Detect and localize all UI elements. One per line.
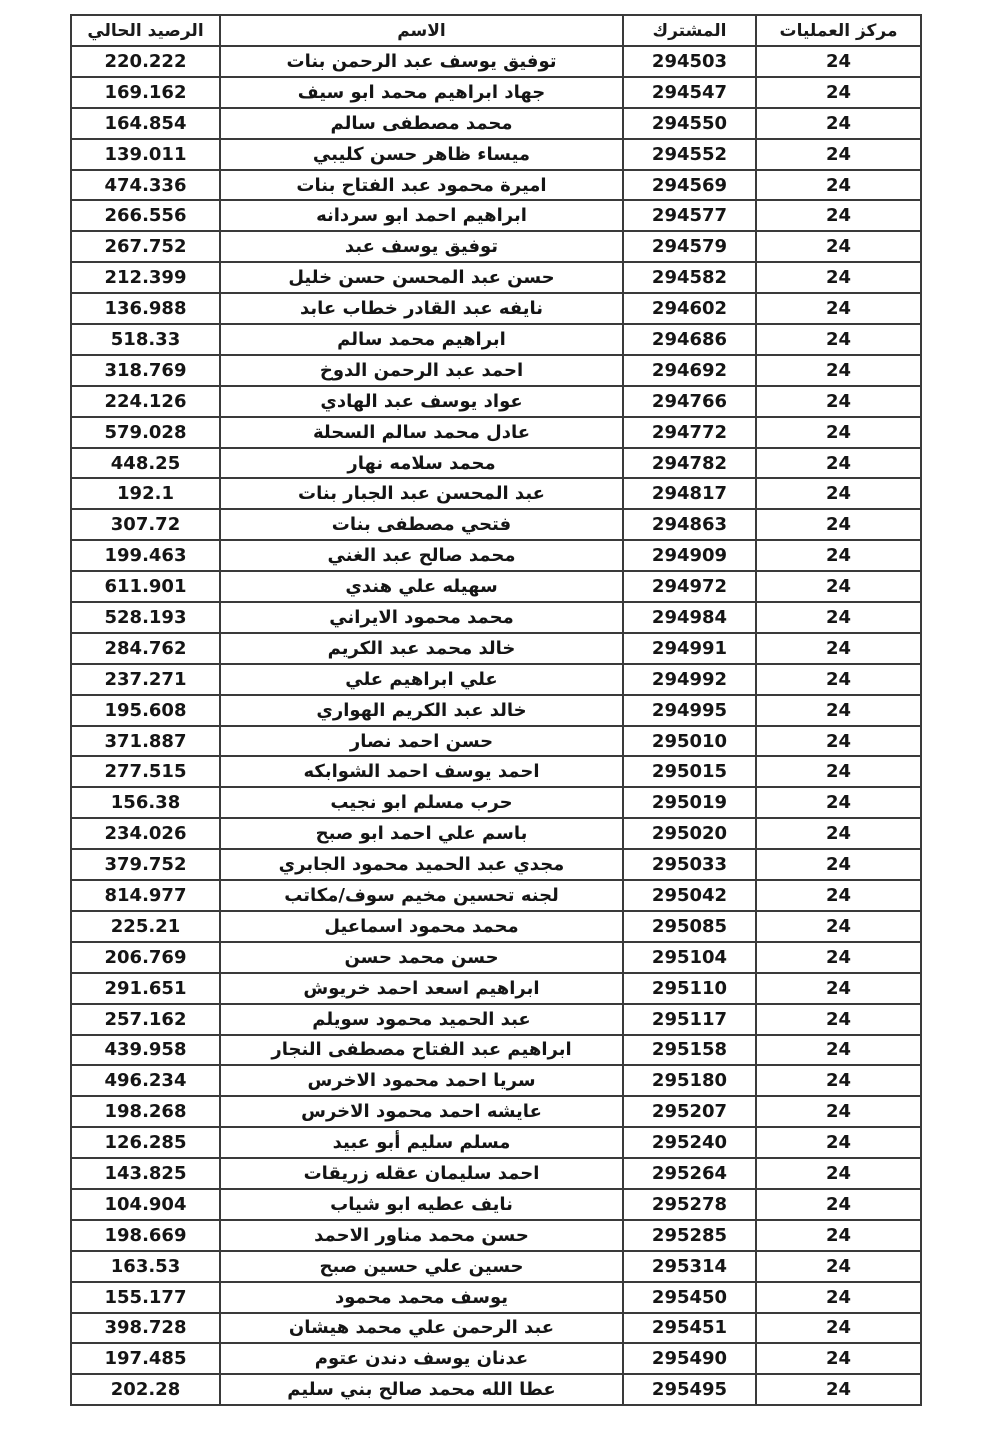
name-cell: ابراهيم احمد ابو سردانه: [220, 200, 623, 231]
balance-cell: 155.177: [71, 1282, 220, 1313]
name-cell: حسن عبد المحسن حسن خليل: [220, 262, 623, 293]
balance-cell: 104.904: [71, 1189, 220, 1220]
table-row: [71, 664, 921, 695]
operations-center-cell: 24: [756, 880, 921, 911]
operations-center-cell: 24: [756, 818, 921, 849]
table-row: [71, 1004, 921, 1035]
table-row: [71, 293, 921, 324]
table-row: [71, 571, 921, 602]
name-cell: خالد محمد عبد الكريم: [220, 633, 623, 664]
table-row: [71, 942, 921, 973]
table-row: [71, 602, 921, 633]
name-cell: عواد يوسف عبد الهادي: [220, 386, 623, 417]
operations-center-cell: 24: [756, 478, 921, 509]
balance-cell: 225.21: [71, 911, 220, 942]
balance-cell: 197.485: [71, 1343, 220, 1374]
subscriber-cell: 295264: [623, 1158, 756, 1189]
balance-cell: 237.271: [71, 664, 220, 695]
subscriber-cell: 294972: [623, 571, 756, 602]
name-cell: مسلم سليم أبو عبيد: [220, 1127, 623, 1158]
subscriber-cell: 294686: [623, 324, 756, 355]
subscriber-cell: 294579: [623, 231, 756, 262]
header-current-balance: الرصيد الحالي: [71, 15, 220, 46]
subscriber-cell: 295033: [623, 849, 756, 880]
balance-cell: 379.752: [71, 849, 220, 880]
operations-center-cell: 24: [756, 262, 921, 293]
operations-center-cell: 24: [756, 1343, 921, 1374]
name-cell: عبد المحسن عبد الجبار بنات: [220, 478, 623, 509]
operations-center-cell: 24: [756, 509, 921, 540]
operations-center-cell: 24: [756, 386, 921, 417]
table-row: [71, 1127, 921, 1158]
table-row: [71, 1251, 921, 1282]
name-cell: ابراهيم اسعد احمد خريوش: [220, 973, 623, 1004]
operations-center-cell: 24: [756, 1220, 921, 1251]
balance-cell: 234.026: [71, 818, 220, 849]
subscriber-cell: 295278: [623, 1189, 756, 1220]
table-row: [71, 108, 921, 139]
name-cell: عبد الرحمن علي محمد هيشان: [220, 1313, 623, 1344]
balance-cell: 192.1: [71, 478, 220, 509]
table-row: [71, 324, 921, 355]
operations-center-cell: 24: [756, 46, 921, 77]
name-cell: حرب مسلم ابو نجيب: [220, 787, 623, 818]
balances-table: [70, 14, 922, 1406]
balance-cell: 371.887: [71, 726, 220, 757]
balance-cell: 518.33: [71, 324, 220, 355]
table-row: [71, 1035, 921, 1066]
operations-center-cell: 24: [756, 1096, 921, 1127]
name-cell: احمد سليمان عقله زريقات: [220, 1158, 623, 1189]
balance-cell: 198.268: [71, 1096, 220, 1127]
operations-center-cell: 24: [756, 200, 921, 231]
operations-center-cell: 24: [756, 1065, 921, 1096]
subscriber-cell: 294503: [623, 46, 756, 77]
name-cell: عطا الله محمد صالح بني سليم: [220, 1374, 623, 1405]
operations-center-cell: 24: [756, 293, 921, 324]
balance-cell: 212.399: [71, 262, 220, 293]
subscriber-cell: 294995: [623, 695, 756, 726]
operations-center-cell: 24: [756, 1282, 921, 1313]
name-cell: علي ابراهيم علي: [220, 664, 623, 695]
subscriber-cell: 295042: [623, 880, 756, 911]
subscriber-cell: 295019: [623, 787, 756, 818]
balance-sheet: [70, 14, 920, 1406]
balance-cell: 126.285: [71, 1127, 220, 1158]
balance-cell: 143.825: [71, 1158, 220, 1189]
table-row: [71, 1374, 921, 1405]
table-row: [71, 818, 921, 849]
balance-cell: 579.028: [71, 417, 220, 448]
table-row: [71, 77, 921, 108]
subscriber-cell: 294550: [623, 108, 756, 139]
balance-cell: 224.126: [71, 386, 220, 417]
subscriber-cell: 295207: [623, 1096, 756, 1127]
table-row: [71, 1065, 921, 1096]
balance-cell: 266.556: [71, 200, 220, 231]
name-cell: حسن محمد حسن: [220, 942, 623, 973]
operations-center-cell: 24: [756, 1374, 921, 1405]
table-row: [71, 695, 921, 726]
balance-cell: 257.162: [71, 1004, 220, 1035]
table-row: [71, 540, 921, 571]
operations-center-cell: 24: [756, 1313, 921, 1344]
header-subscriber: المشترك: [623, 15, 756, 46]
operations-center-cell: 24: [756, 695, 921, 726]
balance-cell: 136.988: [71, 293, 220, 324]
subscriber-cell: 294909: [623, 540, 756, 571]
balance-cell: 156.38: [71, 787, 220, 818]
balance-cell: 284.762: [71, 633, 220, 664]
table-row: [71, 139, 921, 170]
name-cell: باسم علي احمد ابو صبح: [220, 818, 623, 849]
table-row: [71, 417, 921, 448]
operations-center-cell: 24: [756, 911, 921, 942]
table-row: [71, 46, 921, 77]
subscriber-cell: 295450: [623, 1282, 756, 1313]
subscriber-cell: 294772: [623, 417, 756, 448]
balance-cell: 198.669: [71, 1220, 220, 1251]
balance-cell: 318.769: [71, 355, 220, 386]
balance-cell: 139.011: [71, 139, 220, 170]
table-row: [71, 787, 921, 818]
subscriber-cell: 295180: [623, 1065, 756, 1096]
name-cell: عدنان يوسف دندن عتوم: [220, 1343, 623, 1374]
subscriber-cell: 295110: [623, 973, 756, 1004]
balance-cell: 169.162: [71, 77, 220, 108]
operations-center-cell: 24: [756, 1004, 921, 1035]
name-cell: لجنه تحسين مخيم سوف/مكاتب: [220, 880, 623, 911]
table-body: [71, 46, 921, 1405]
balance-cell: 277.515: [71, 756, 220, 787]
name-cell: خالد عبد الكريم الهواري: [220, 695, 623, 726]
name-cell: نايفه عبد القادر خطاب عابد: [220, 293, 623, 324]
table-row: [71, 973, 921, 1004]
subscriber-cell: 294766: [623, 386, 756, 417]
table-row: [71, 756, 921, 787]
balance-cell: 448.25: [71, 448, 220, 479]
subscriber-cell: 294991: [623, 633, 756, 664]
table-row: [71, 262, 921, 293]
name-cell: جهاد ابراهيم محمد ابو سيف: [220, 77, 623, 108]
table-row: [71, 1096, 921, 1127]
balance-cell: 611.901: [71, 571, 220, 602]
subscriber-cell: 295010: [623, 726, 756, 757]
table-row: [71, 911, 921, 942]
subscriber-cell: 294602: [623, 293, 756, 324]
header-row: [71, 15, 921, 46]
operations-center-cell: 24: [756, 1251, 921, 1282]
name-cell: ابراهيم عبد الفتاح مصطفى النجار: [220, 1035, 623, 1066]
balance-cell: 496.234: [71, 1065, 220, 1096]
name-cell: احمد عبد الرحمن الدوخ: [220, 355, 623, 386]
header-operations-center: مركز العمليات: [756, 15, 921, 46]
operations-center-cell: 24: [756, 324, 921, 355]
table-row: [71, 170, 921, 201]
subscriber-cell: 294547: [623, 77, 756, 108]
operations-center-cell: 24: [756, 77, 921, 108]
operations-center-cell: 24: [756, 1158, 921, 1189]
subscriber-cell: 295158: [623, 1035, 756, 1066]
name-cell: توفيق يوسف عبد: [220, 231, 623, 262]
operations-center-cell: 24: [756, 973, 921, 1004]
operations-center-cell: 24: [756, 139, 921, 170]
operations-center-cell: 24: [756, 756, 921, 787]
subscriber-cell: 295240: [623, 1127, 756, 1158]
subscriber-cell: 294984: [623, 602, 756, 633]
operations-center-cell: 24: [756, 540, 921, 571]
name-cell: يوسف محمد محمود: [220, 1282, 623, 1313]
balance-cell: 398.728: [71, 1313, 220, 1344]
table-row: [71, 726, 921, 757]
balance-cell: 291.651: [71, 973, 220, 1004]
subscriber-cell: 294692: [623, 355, 756, 386]
operations-center-cell: 24: [756, 1035, 921, 1066]
operations-center-cell: 24: [756, 664, 921, 695]
operations-center-cell: 24: [756, 170, 921, 201]
operations-center-cell: 24: [756, 355, 921, 386]
table-row: [71, 1189, 921, 1220]
name-cell: فتحي مصطفى بنات: [220, 509, 623, 540]
table-row: [71, 1313, 921, 1344]
name-cell: محمد سلامه نهار: [220, 448, 623, 479]
operations-center-cell: 24: [756, 448, 921, 479]
table-row: [71, 880, 921, 911]
balance-cell: 474.336: [71, 170, 220, 201]
name-cell: محمد صالح عبد الغني: [220, 540, 623, 571]
name-cell: ميساء ظاهر حسن كليبي: [220, 139, 623, 170]
subscriber-cell: 294582: [623, 262, 756, 293]
name-cell: محمد مصطفى سالم: [220, 108, 623, 139]
balance-cell: 814.977: [71, 880, 220, 911]
subscriber-cell: 295117: [623, 1004, 756, 1035]
name-cell: نايف عطيه ابو شياب: [220, 1189, 623, 1220]
subscriber-cell: 295495: [623, 1374, 756, 1405]
subscriber-cell: 295285: [623, 1220, 756, 1251]
subscriber-cell: 295015: [623, 756, 756, 787]
name-cell: مجدي عبد الحميد محمود الجابري: [220, 849, 623, 880]
name-cell: حسين علي حسين صبح: [220, 1251, 623, 1282]
operations-center-cell: 24: [756, 1127, 921, 1158]
subscriber-cell: 294552: [623, 139, 756, 170]
operations-center-cell: 24: [756, 602, 921, 633]
name-cell: سهيله علي هندي: [220, 571, 623, 602]
table-row: [71, 1220, 921, 1251]
name-cell: اميرة محمود عبد الفتاح بنات: [220, 170, 623, 201]
subscriber-cell: 295451: [623, 1313, 756, 1344]
table-row: [71, 633, 921, 664]
balance-cell: 202.28: [71, 1374, 220, 1405]
operations-center-cell: 24: [756, 571, 921, 602]
balance-cell: 307.72: [71, 509, 220, 540]
name-cell: عايشه احمد محمود الاخرس: [220, 1096, 623, 1127]
operations-center-cell: 24: [756, 417, 921, 448]
balance-cell: 199.463: [71, 540, 220, 571]
table-row: [71, 231, 921, 262]
table-row: [71, 478, 921, 509]
subscriber-cell: 294863: [623, 509, 756, 540]
subscriber-cell: 294569: [623, 170, 756, 201]
name-cell: سريا احمد محمود الاخرس: [220, 1065, 623, 1096]
table-header: [71, 15, 921, 46]
balance-cell: 528.193: [71, 602, 220, 633]
name-cell: ابراهيم محمد سالم: [220, 324, 623, 355]
header-name: الاسم: [220, 15, 623, 46]
operations-center-cell: 24: [756, 849, 921, 880]
subscriber-cell: 295020: [623, 818, 756, 849]
operations-center-cell: 24: [756, 108, 921, 139]
balance-cell: 164.854: [71, 108, 220, 139]
balance-cell: 439.958: [71, 1035, 220, 1066]
name-cell: احمد يوسف احمد الشوابكه: [220, 756, 623, 787]
subscriber-cell: 295490: [623, 1343, 756, 1374]
subscriber-cell: 294992: [623, 664, 756, 695]
balance-cell: 267.752: [71, 231, 220, 262]
table-row: [71, 509, 921, 540]
subscriber-cell: 294782: [623, 448, 756, 479]
subscriber-cell: 294577: [623, 200, 756, 231]
subscriber-cell: 295085: [623, 911, 756, 942]
operations-center-cell: 24: [756, 726, 921, 757]
operations-center-cell: 24: [756, 787, 921, 818]
balance-cell: 206.769: [71, 942, 220, 973]
balance-cell: 220.222: [71, 46, 220, 77]
operations-center-cell: 24: [756, 633, 921, 664]
operations-center-cell: 24: [756, 231, 921, 262]
name-cell: حسن محمد مناور الاحمد: [220, 1220, 623, 1251]
table-row: [71, 200, 921, 231]
table-row: [71, 355, 921, 386]
table-row: [71, 1158, 921, 1189]
subscriber-cell: 295314: [623, 1251, 756, 1282]
name-cell: عبد الحميد محمود سويلم: [220, 1004, 623, 1035]
name-cell: توفيق يوسف عبد الرحمن بنات: [220, 46, 623, 77]
name-cell: محمد محمود اسماعيل: [220, 911, 623, 942]
table-row: [71, 386, 921, 417]
operations-center-cell: 24: [756, 942, 921, 973]
table-row: [71, 1343, 921, 1374]
subscriber-cell: 295104: [623, 942, 756, 973]
name-cell: عادل محمد سالم السحلة: [220, 417, 623, 448]
table-row: [71, 849, 921, 880]
subscriber-cell: 294817: [623, 478, 756, 509]
operations-center-cell: 24: [756, 1189, 921, 1220]
name-cell: محمد محمود الايراني: [220, 602, 623, 633]
balance-cell: 195.608: [71, 695, 220, 726]
table-row: [71, 1282, 921, 1313]
name-cell: حسن احمد نصار: [220, 726, 623, 757]
balance-cell: 163.53: [71, 1251, 220, 1282]
table-row: [71, 448, 921, 479]
